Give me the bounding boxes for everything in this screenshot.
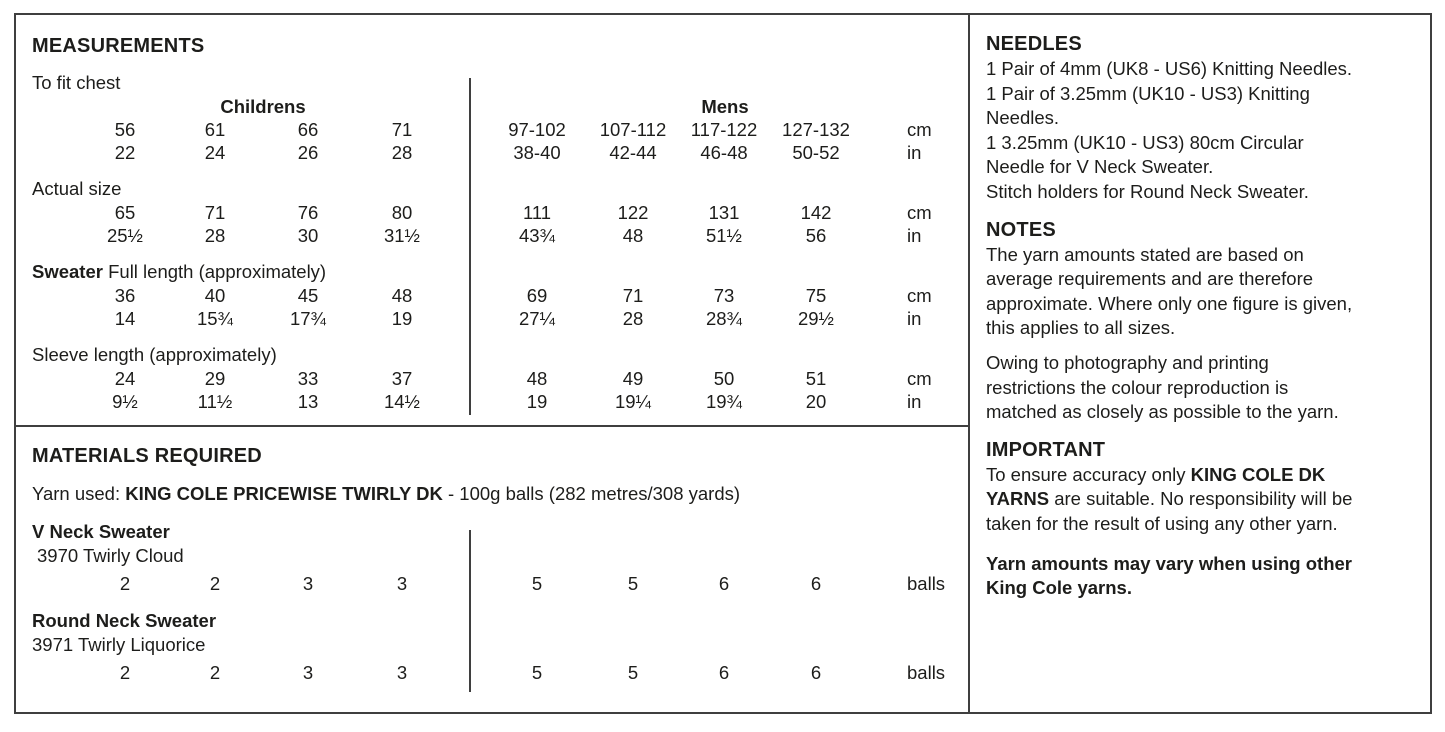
materials-section <box>16 427 968 684</box>
important-line: To ensure accuracy only KING COLE DK <box>986 463 1326 485</box>
materials-title: MATERIALS REQUIRED <box>32 445 262 467</box>
right-panel <box>970 15 1430 712</box>
table-row-chest-cm: 56 61 66 71 97-102 107-112 117-122 127-132 cm <box>32 118 968 141</box>
item-name-v-neck: V Neck Sweater <box>32 521 170 542</box>
needles-line: Stitch holders for Round Neck Sweater. <box>986 180 1309 202</box>
needles-line: Needle for V Neck Sweater. <box>986 156 1214 178</box>
measurements-title: MEASUREMENTS <box>32 35 205 57</box>
notes-title: NOTES <box>986 218 1056 241</box>
notes-line: Owing to photography and printing <box>986 351 1269 373</box>
table-row-sweater-cm: 36 40 45 48 69 71 73 75 cm <box>32 284 968 307</box>
notes-line: The yarn amounts stated are based on <box>986 243 1304 265</box>
item-shade-v-neck: 3970 Twirly Cloud <box>37 545 184 566</box>
unit-label: balls <box>907 662 946 683</box>
notes-line: restrictions the colour reproduction is <box>986 376 1289 398</box>
notes-line: matched as closely as possible to the yarn. <box>986 401 1339 423</box>
unit-label: cm <box>907 119 932 140</box>
table-row-actual-cm: 65 71 76 80 111 122 131 142 cm <box>32 201 968 224</box>
table-row-round-neck-balls: 2 2 3 3 5 5 6 6 balls <box>32 661 968 684</box>
yarn-used-line: Yarn used: KING COLE PRICEWISE TWIRLY DK - 100g balls (282 metres/308 yards) <box>32 483 741 504</box>
notes-line: average requirements and are therefore <box>986 268 1314 290</box>
item-shade-round-neck: 3971 Twirly Liquorice <box>32 634 206 655</box>
measurements-table-divider <box>469 78 471 415</box>
important-line: YARNS are suitable. No responsibility will be <box>986 488 1353 510</box>
yarn-warning-line: King Cole yarns. <box>986 577 1132 599</box>
table-row-sleeve-cm: 24 29 33 37 48 49 50 51 cm <box>32 367 968 390</box>
unit-label: balls <box>907 573 946 594</box>
materials-table-divider <box>469 530 471 692</box>
unit-label: cm <box>907 285 932 306</box>
needles-line: 1 Pair of 3.25mm (UK10 - US3) Knitting <box>986 82 1310 104</box>
group-label-actual-size: Actual size <box>32 178 122 199</box>
yarn-name: KING COLE PRICEWISE TWIRLY DK <box>125 483 443 504</box>
needles-line: 1 3.25mm (UK10 - US3) 80cm Circular <box>986 131 1304 153</box>
unit-label: in <box>907 225 922 246</box>
group-label-sleeve-length: Sleeve length (approximately) <box>32 344 277 365</box>
unit-label: cm <box>907 368 932 389</box>
table-row-sweater-in: 14 15¾ 17¾ 19 27¼ 28 28¾ 29½ in <box>32 307 968 330</box>
important-line: taken for the result of using any other yarn. <box>986 512 1338 534</box>
unit-label: in <box>907 142 922 163</box>
group-label-to-fit-chest: To fit chest <box>32 72 121 93</box>
measurements-section <box>16 15 968 427</box>
needles-line: 1 Pair of 4mm (UK8 - US6) Knitting Needles. <box>986 58 1353 79</box>
unit-label: cm <box>907 202 932 223</box>
notes-line: approximate. Where only one figure is given, <box>986 292 1353 314</box>
unit-label: in <box>907 391 922 412</box>
table-row-v-neck-balls: 2 2 3 3 5 5 6 6 balls <box>32 572 968 595</box>
pattern-info-sheet <box>14 13 1432 714</box>
notes-line: this applies to all sizes. <box>986 317 1176 339</box>
size-table-header <box>32 95 968 118</box>
table-row-actual-in: 25½ 28 30 31½ 43¾ 48 51½ 56 in <box>32 224 968 247</box>
yarn-warning-line: Yarn amounts may vary when using other <box>986 552 1352 574</box>
group-label-sweater-length: Sweater Full length (approximately) <box>32 261 327 282</box>
unit-label: in <box>907 308 922 329</box>
item-name-round-neck: Round Neck Sweater <box>32 610 217 631</box>
needles-line: Needles. <box>986 107 1060 129</box>
header-mens: Mens <box>701 96 749 117</box>
left-panel <box>16 15 970 712</box>
header-childrens: Childrens <box>220 96 306 117</box>
needles-title: NEEDLES <box>986 33 1082 55</box>
table-row-sleeve-in: 9½ 11½ 13 14½ 19 19¼ 19¾ 20 in <box>32 390 968 413</box>
important-title: IMPORTANT <box>986 438 1106 461</box>
table-row-chest-in: 22 24 26 28 38-40 42-44 46-48 50-52 in <box>32 141 968 164</box>
